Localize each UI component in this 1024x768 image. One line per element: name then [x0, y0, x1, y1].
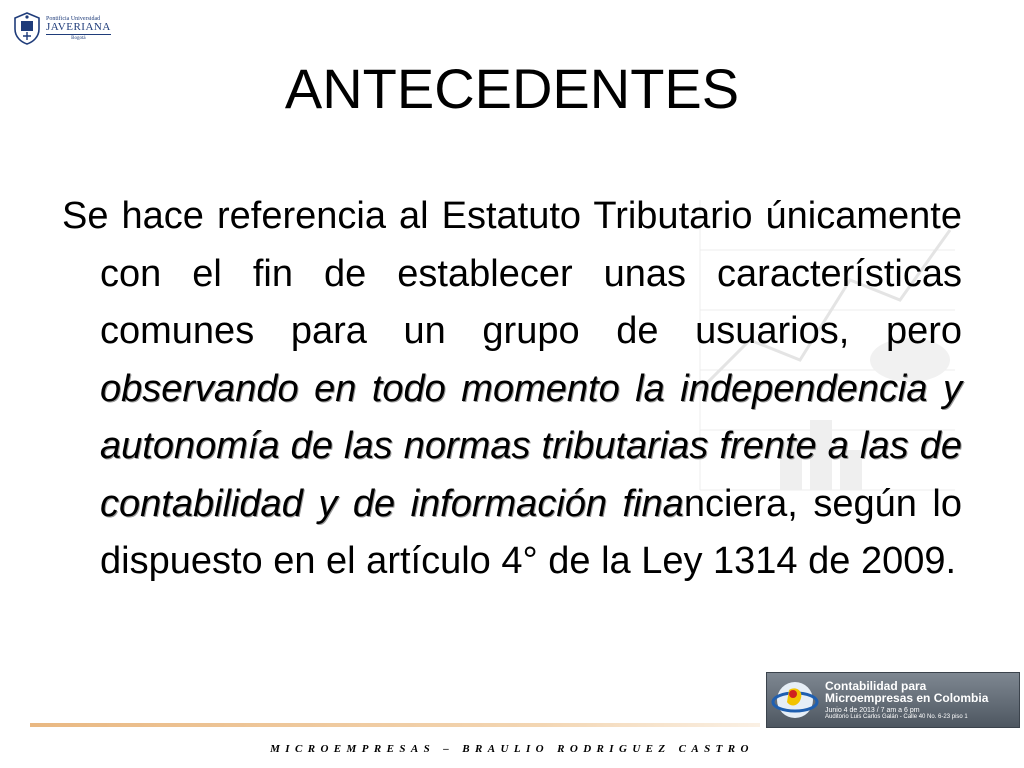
event-banner [766, 672, 1020, 728]
logo-text-line1: Pontificia Universidad [46, 15, 101, 22]
globe-emblem-icon [767, 672, 823, 728]
body-text-part2: nciera, según lo dispuesto en el artículo 4° de la Ley 1314 de 2009. [100, 482, 962, 582]
banner-line3: Junio 4 de 2013 / 7 am a 6 pm [825, 706, 920, 714]
banner-line4: Auditorio Luis Carlos Galán - Calle 40 No. 6-23 piso 1 [825, 714, 968, 721]
university-logo [12, 8, 122, 48]
logo-text-line3: Bogotá [71, 35, 86, 41]
footer-divider [30, 723, 760, 727]
university-seal-icon [12, 11, 42, 45]
logo-text-line2: JAVERIANA [46, 20, 111, 33]
slide-body-paragraph [62, 188, 962, 591]
footer-text: MICROEMPRESAS – BRAULIO RODRIGUEZ CASTRO [270, 743, 754, 755]
banner-line2: Microempresas en Colombia [825, 691, 989, 706]
body-text-part1: Se hace referencia al Estatuto Tributario únicamente con el fin de establecer unas características comunes para un grupo de usuarios, pero [62, 195, 962, 352]
slide-title: ANTECEDENTES [284, 57, 740, 120]
body-text-emphasis: observando en todo momento la independencia y autonomía de las normas tributarias frente a las de contabilidad y de información fina [100, 367, 962, 525]
banner-line1: Contabilidad para [825, 678, 927, 693]
